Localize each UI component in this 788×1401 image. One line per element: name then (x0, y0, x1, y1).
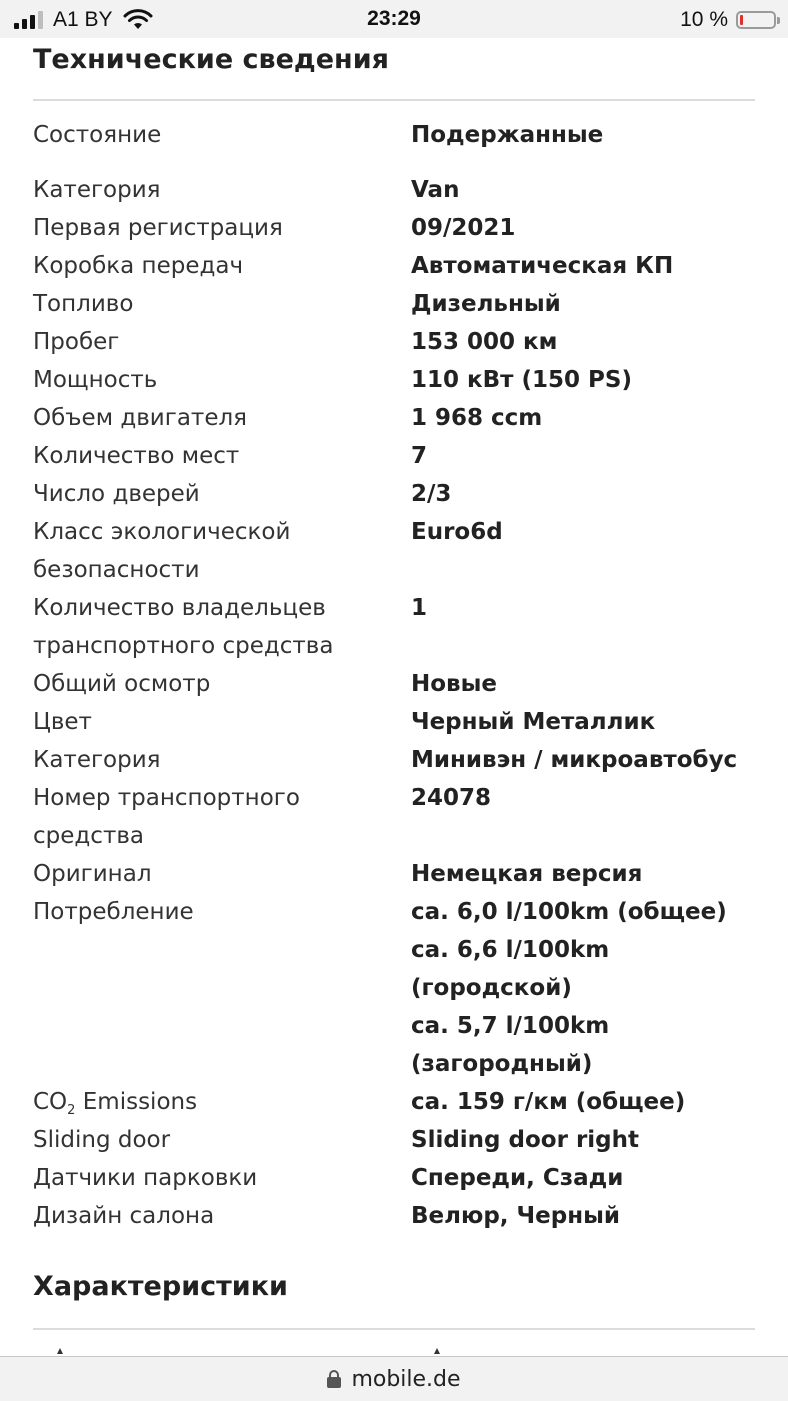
spec-value-line: (загородный) (411, 1051, 593, 1077)
status-bar (0, 0, 788, 38)
spec-label: Число дверей (33, 481, 200, 507)
spec-value: 2/3 (411, 481, 452, 507)
spec-label: Объем двигателя (33, 405, 248, 431)
spec-label: Коробка передач (33, 253, 244, 279)
spec-value: Van (411, 177, 460, 203)
spec-row (33, 361, 773, 399)
feature-icon-peek (434, 1348, 440, 1354)
spec-value: Велюр, Черный (411, 1203, 620, 1229)
spec-label (33, 589, 411, 665)
lock-icon (327, 1370, 341, 1388)
spec-row (33, 209, 773, 247)
spec-row (33, 247, 773, 285)
features-section-title: Характеристики (33, 1271, 288, 1302)
spec-label: Датчики парковки (33, 1165, 258, 1191)
spec-row (33, 171, 773, 209)
spec-value: 24078 (411, 785, 492, 811)
spec-value: Автоматическая КП (411, 253, 674, 279)
spec-label: Цвет (33, 709, 92, 735)
status-right (680, 8, 776, 32)
spec-row (33, 665, 773, 703)
carrier-name: A1 BY (53, 8, 113, 31)
browser-url-bar[interactable] (0, 1356, 788, 1401)
spec-label: Оригинал (33, 861, 152, 887)
spec-value-line: ca. 6,6 l/100km (411, 937, 610, 963)
spec-table (33, 116, 773, 1235)
spec-value: Подержанные (411, 122, 604, 148)
spec-label-line: транспортного средства (33, 633, 334, 659)
spec-row (33, 285, 773, 323)
spec-row (33, 1121, 773, 1159)
battery-percent: 10 % (680, 8, 728, 31)
spec-label (33, 779, 411, 855)
spec-value: Черный Металлик (411, 709, 656, 735)
spec-row (33, 589, 773, 665)
spec-row (33, 116, 773, 154)
battery-icon (736, 11, 776, 29)
spec-label-line: Класс экологической (33, 519, 291, 545)
spec-row (33, 855, 773, 893)
spec-row (33, 399, 773, 437)
spec-label: Категория (33, 747, 161, 773)
spec-label: Мощность (33, 367, 158, 393)
spec-label-subscript: 2 (67, 1103, 76, 1118)
spec-value: Sliding door right (411, 1127, 640, 1153)
spec-value: 110 кВт (150 PS) (411, 367, 632, 393)
spec-label: Состояние (33, 122, 162, 148)
tech-divider (33, 99, 755, 101)
spec-label-line: средства (33, 823, 144, 849)
spec-label: Потребление (33, 899, 194, 925)
spec-row (33, 779, 773, 855)
spec-row (33, 1083, 773, 1121)
spec-row (33, 323, 773, 361)
feature-icon-peek (57, 1348, 63, 1354)
spec-label (33, 513, 411, 589)
spec-value (411, 893, 773, 1083)
spec-value: Минивэн / микроавтобус (411, 747, 738, 773)
spec-label (33, 1083, 411, 1121)
spec-label: Количество мест (33, 443, 240, 469)
spec-value-line: ca. 5,7 l/100km (411, 1013, 610, 1039)
spec-label: Общий осмотр (33, 671, 211, 697)
battery-level-fill (740, 15, 743, 25)
spec-row (33, 1159, 773, 1197)
spec-row (33, 741, 773, 779)
spec-value: ca. 159 г/км (общее) (411, 1089, 686, 1115)
status-clock: 23:29 (367, 7, 421, 30)
spec-row (33, 475, 773, 513)
spec-value-line: ca. 6,0 l/100km (общее) (411, 899, 727, 925)
spec-label-line: безопасности (33, 557, 200, 583)
tech-section-title: Технические сведения (33, 44, 389, 75)
battery-nub (777, 17, 780, 24)
spec-row (33, 513, 773, 589)
spec-label: Первая регистрация (33, 215, 283, 241)
spec-label-line: Количество владельцев (33, 595, 326, 621)
spec-label-part: CO (33, 1089, 68, 1115)
spec-row (33, 1197, 773, 1235)
url-domain[interactable]: mobile.de (351, 1366, 461, 1392)
spec-value: Дизельный (411, 291, 561, 317)
spec-value: 1 (411, 595, 428, 621)
spec-value: Немецкая версия (411, 861, 643, 887)
spec-row (33, 893, 773, 1083)
spec-value: Euro6d (411, 519, 503, 545)
spec-label-line: Номер транспортного (33, 785, 300, 811)
spec-value: 7 (411, 443, 428, 469)
spec-row (33, 437, 773, 475)
spec-value: 153 000 км (411, 329, 558, 355)
spec-value-line: (городской) (411, 975, 572, 1001)
spec-value: Спереди, Сзади (411, 1165, 624, 1191)
features-divider (33, 1328, 755, 1330)
spec-value: Новые (411, 671, 498, 697)
spec-value: 1 968 ccm (411, 405, 543, 431)
spec-label: Sliding door (33, 1127, 171, 1153)
spec-label: Пробег (33, 329, 120, 355)
spec-label: Топливо (33, 291, 134, 317)
spec-label: Категория (33, 177, 161, 203)
spec-label: Дизайн салона (33, 1203, 215, 1229)
spec-label-part: Emissions (75, 1089, 198, 1115)
spec-value: 09/2021 (411, 215, 516, 241)
spec-row (33, 703, 773, 741)
